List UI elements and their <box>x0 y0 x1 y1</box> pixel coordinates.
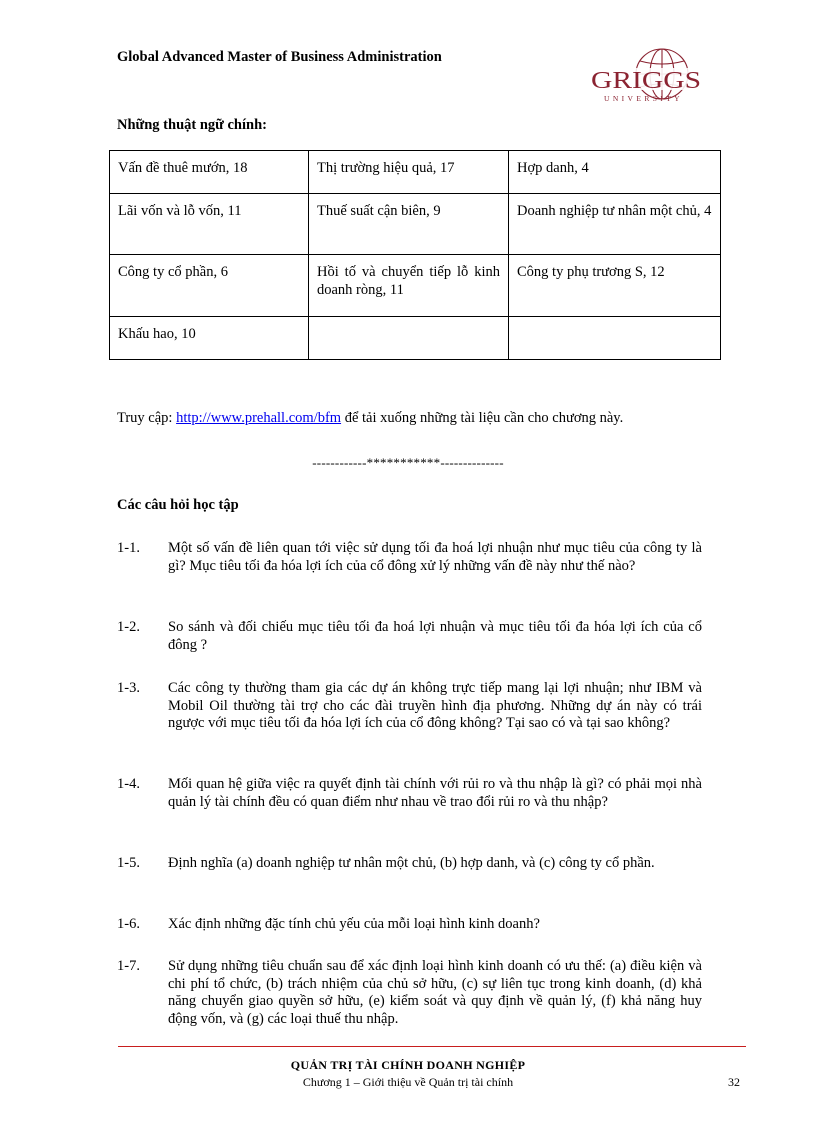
question-number: 1-7. <box>117 958 140 974</box>
footer-title: QUẢN TRỊ TÀI CHÍNH DOANH NGHIỆP <box>290 1058 526 1072</box>
question-number: 1-1. <box>117 540 140 556</box>
question-item <box>117 855 702 873</box>
table-cell: Khấu hao, 10 <box>110 317 309 360</box>
table-cell: Doanh nghiệp tư nhân một chủ, 4 <box>509 194 721 255</box>
question-item <box>117 540 702 575</box>
griggs-university-logo <box>588 48 704 106</box>
footer-subtitle: Chương 1 – Giới thiệu về Quản trị tài chính <box>302 1075 514 1089</box>
table-row <box>110 255 721 317</box>
page-number: 32 <box>728 1075 740 1089</box>
prehall-link[interactable]: http://www.prehall.com/bfm <box>176 410 342 426</box>
table-cell: Công ty phụ trương S, 12 <box>509 255 721 317</box>
logo-wordmark: GRIGGS <box>591 68 701 94</box>
table-cell: Thị trường hiệu quả, 17 <box>309 151 509 194</box>
table-row <box>110 151 721 194</box>
question-text: Một số vấn đề liên quan tới việc sử dụng tối đa hoá lợi nhuận như mục tiêu của công ty là gì? Mục tiêu tối đa hóa lợi ích của cổ đông xử lý những vấn đề này như thế nào? <box>168 540 702 574</box>
access-line <box>117 410 623 427</box>
question-number: 1-4. <box>117 776 140 792</box>
logo-subtext: UNIVERSITY <box>604 94 683 103</box>
access-suffix: để tải xuống những tài liệu cần cho chương này. <box>341 410 624 426</box>
key-terms-heading: Những thuật ngữ chính: <box>117 117 267 133</box>
table-cell: Vấn đề thuê mướn, 18 <box>110 151 309 194</box>
table-cell: Thuế suất cận biên, 9 <box>309 194 509 255</box>
table-cell <box>309 317 509 360</box>
table-cell: Lãi vốn và lỗ vốn, 11 <box>110 194 309 255</box>
question-item <box>117 776 702 811</box>
footer-divider <box>118 1046 746 1047</box>
section-separator: ------------***********-------------- <box>312 455 504 470</box>
question-text: So sánh và đối chiếu mục tiêu tối đa hoá lợi nhuận và mục tiêu tối đa hóa lợi ích của cổ đông ? <box>168 619 702 653</box>
key-terms-table <box>109 150 721 360</box>
question-text: Mối quan hệ giữa việc ra quyết định tài chính với rủi ro và thu nhập là gì? có phải mọi nhà quản lý tài chính đều có quan điểm như nhau về trao đổi rủi ro và thu nhập? <box>168 776 702 810</box>
question-item <box>117 619 702 654</box>
question-number: 1-2. <box>117 619 140 635</box>
question-item <box>117 680 702 733</box>
table-cell: Hợp danh, 4 <box>509 151 721 194</box>
access-prefix: Truy cập: <box>117 410 177 426</box>
question-text: Xác định những đặc tính chủ yếu của mỗi loại hình kinh doanh? <box>168 916 540 932</box>
question-number: 1-6. <box>117 916 140 932</box>
study-questions-heading: Các câu hỏi học tập <box>117 497 239 513</box>
question-text: Định nghĩa (a) doanh nghiệp tư nhân một chủ, (b) hợp danh, và (c) công ty cổ phần. <box>168 855 655 871</box>
table-row <box>110 194 721 255</box>
question-text: Các công ty thường tham gia các dự án không trực tiếp mang lại lợi nhuận; như IBM và Mobil Oil thường tài trợ cho các đài truyền hình địa phương. Những dự án này có trái ngược với mục tiêu tối đa hóa lợi ích của cổ đông không? Tại sao có và tại sao không? <box>168 680 702 731</box>
table-cell: Hồi tố và chuyển tiếp lỗ kinh doanh ròng, 11 <box>309 255 509 317</box>
table-row <box>110 317 721 360</box>
question-item <box>117 916 702 934</box>
question-text: Sử dụng những tiêu chuẩn sau để xác định loại hình kinh doanh có ưu thế: (a) điều kiện và chi phí tổ chức, (b) trách nhiệm của chủ sở hữu, (c) sự liên tục trong kinh doanh, (d) khả năng chuyển giao quyền sở hữu, (e) kiểm soát và quy định về quản lý, (f) khả năng huy động vốn, và (g) các loại thuế thu nhập. <box>168 958 702 1027</box>
table-cell <box>509 317 721 360</box>
question-number: 1-5. <box>117 855 140 871</box>
table-cell: Công ty cổ phần, 6 <box>110 255 309 317</box>
question-number: 1-3. <box>117 680 140 696</box>
question-item <box>117 958 702 1028</box>
document-header-title: Global Advanced Master of Business Administration <box>117 49 442 65</box>
